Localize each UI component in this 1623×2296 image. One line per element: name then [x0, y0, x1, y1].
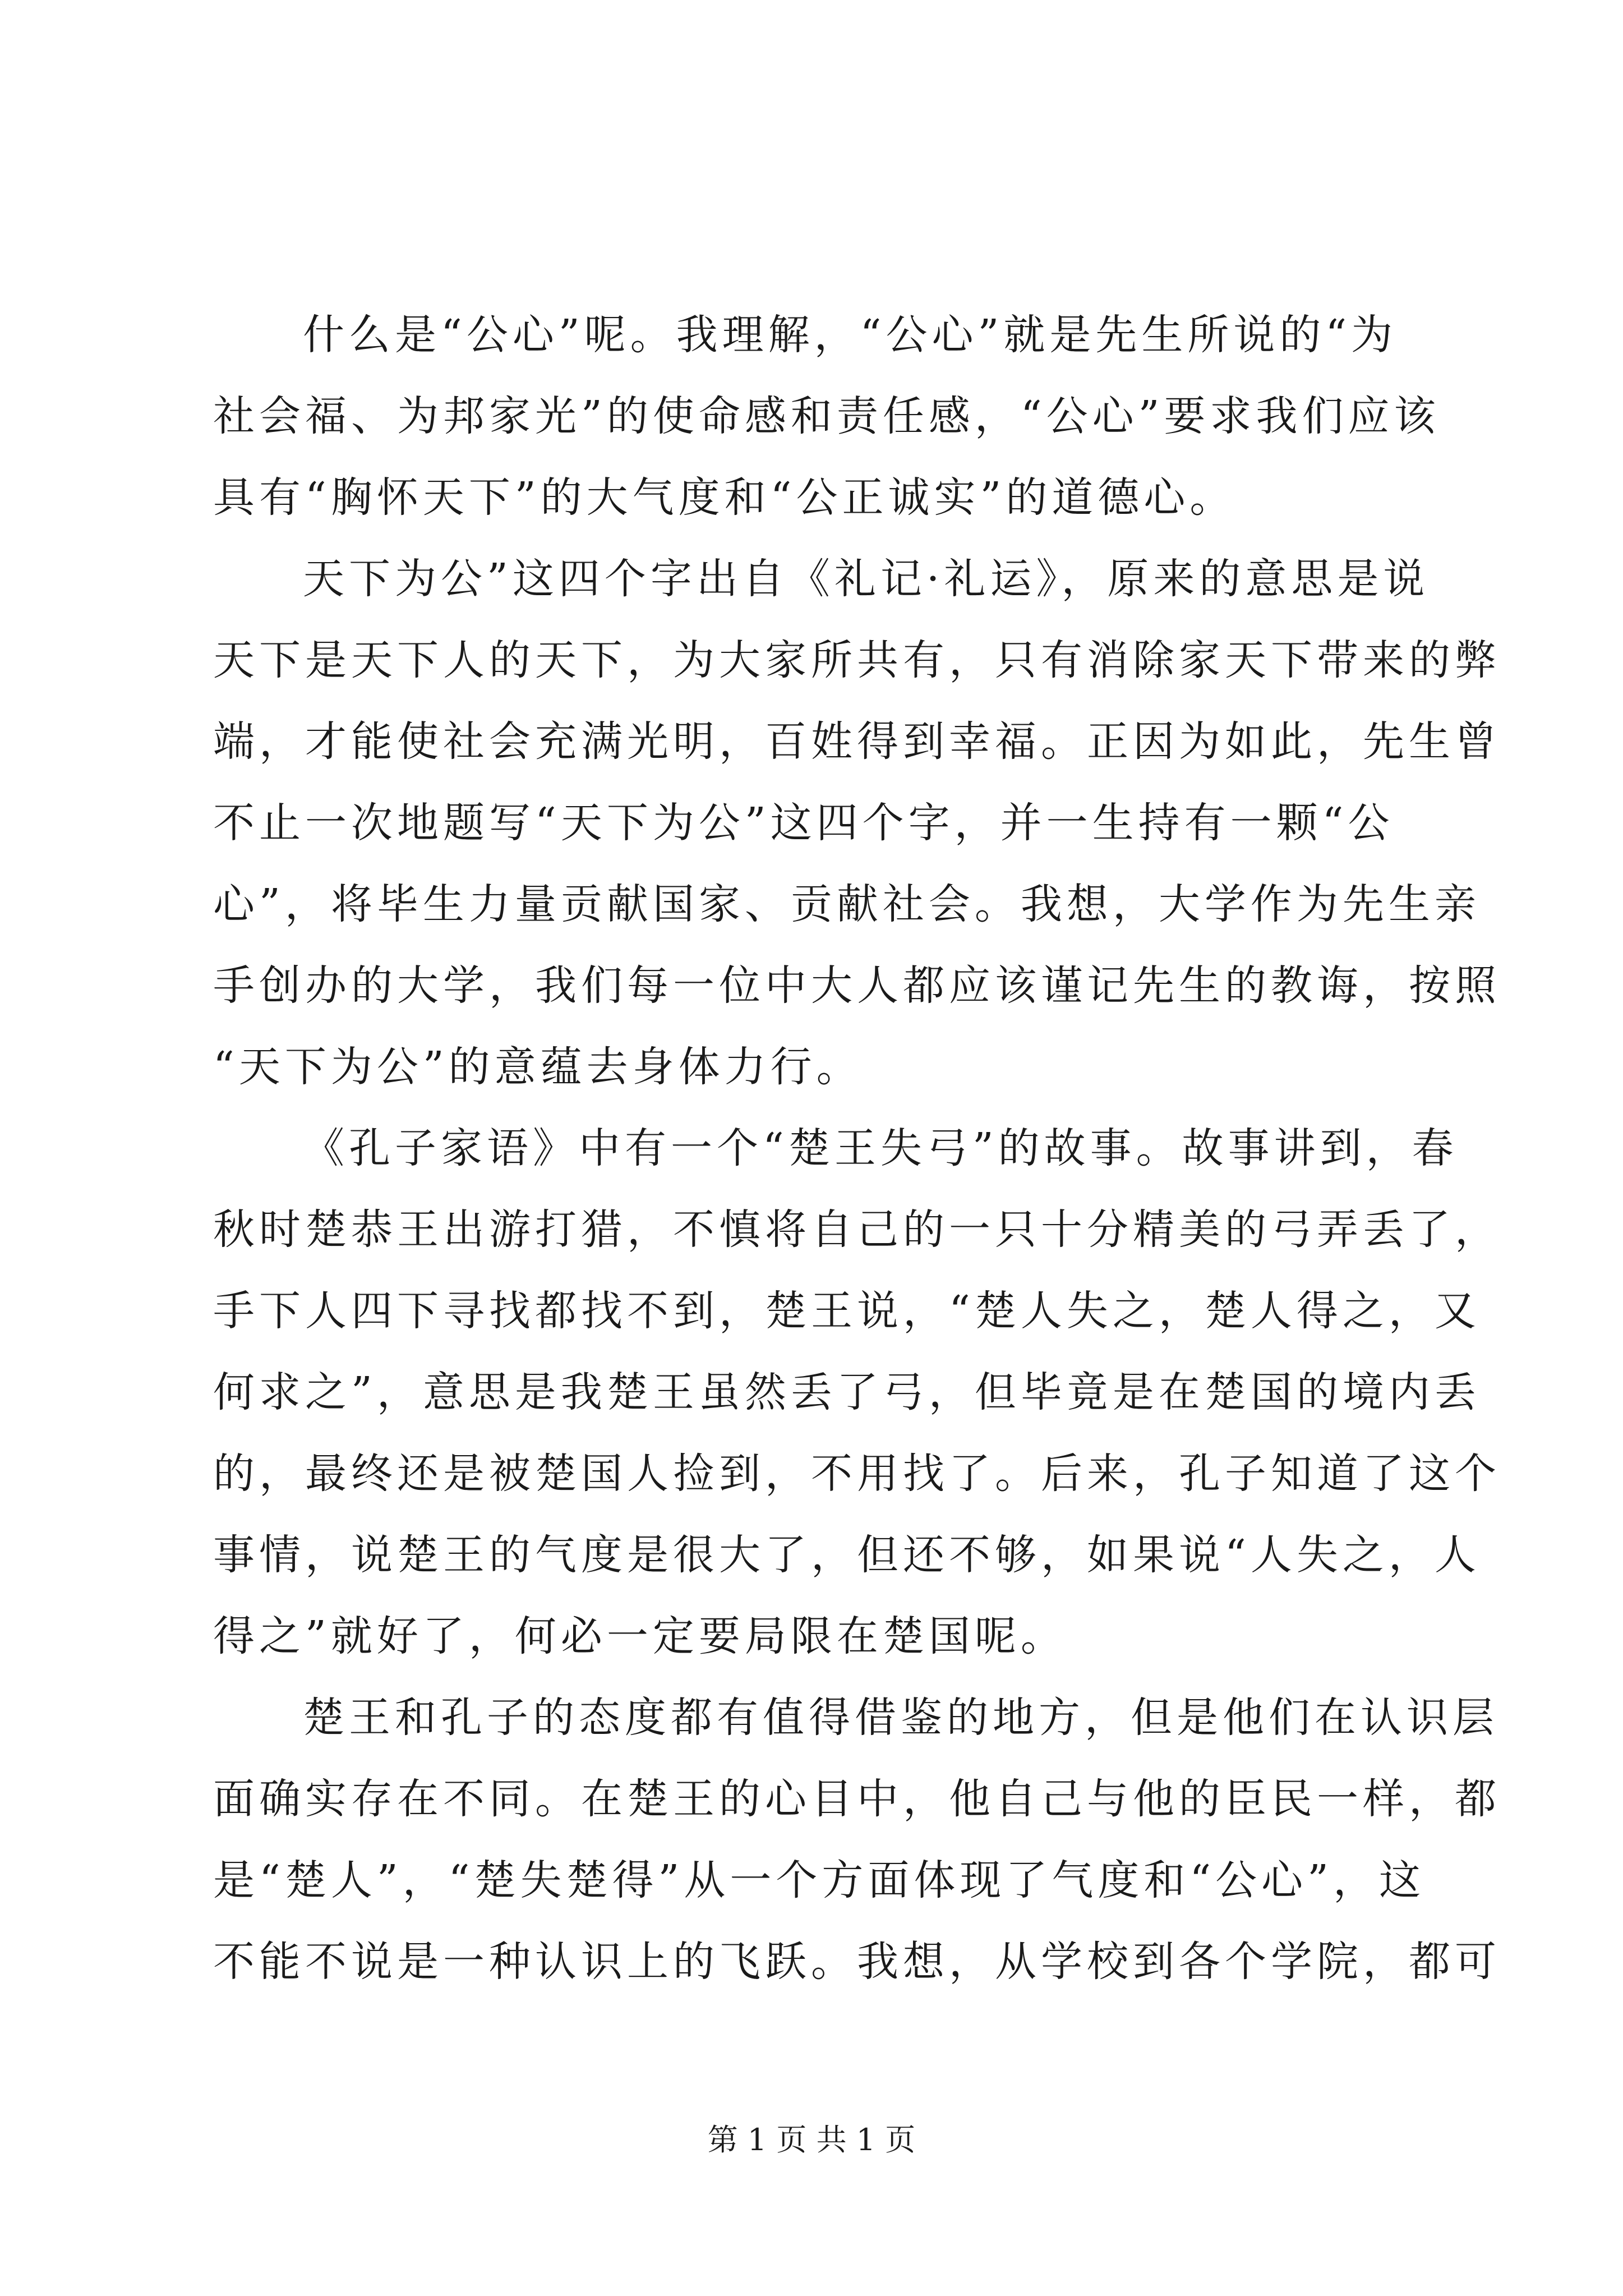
- text-line: 是“楚人”，“楚失楚得”从一个方面体现了气度和“公心”，这: [213, 1856, 1425, 1904]
- text-line: 天下为公”这四个字出自《礼记·礼运》，原来的意思是说: [303, 555, 1430, 603]
- text-line: 《孔子家语》中有一个“楚王失弓”的故事。故事讲到，春: [303, 1124, 1458, 1172]
- text-line: 端，才能使社会充满光明，百姓得到幸福。正因为如此，先生曾: [213, 717, 1501, 766]
- text-line: 不止一次地题写“天下为公”这四个字，并一生持有一颗“公: [213, 799, 1394, 847]
- text-line: “天下为公”的意蕴去身体力行。: [213, 1043, 863, 1091]
- document-body: [213, 295, 1501, 2003]
- text-line: 楚王和孔子的态度都有值得借鉴的地方，但是他们在认识层: [303, 1694, 1498, 1742]
- text-line: 秋时楚恭王出游打猎，不慎将自己的一只十分精美的弓弄丢了，: [213, 1205, 1501, 1254]
- text-line: 什么是“公心”呢。我理解，“公心”就是先生所说的“为: [303, 311, 1398, 359]
- text-line: 的，最终还是被楚国人捡到，不用找了。后来，孔子知道了这个: [213, 1450, 1501, 1498]
- text-line: 事情，说楚王的气度是很大了，但还不够，如果说“人失之，人: [213, 1531, 1481, 1579]
- text-line: 手创办的大学，我们每一位中大人都应该谨记先生的教诲，按照: [213, 961, 1501, 1010]
- text-line: 心”，将毕生力量贡献国家、贡献社会。我想，大学作为先生亲: [213, 880, 1481, 928]
- text-line: 天下是天下人的天下，为大家所共有，只有消除家天下带来的弊: [213, 636, 1501, 684]
- text-line: 得之”就好了，何必一定要局限在楚国呢。: [213, 1612, 1067, 1660]
- text-line: 手下人四下寻找都找不到，楚王说，“楚人失之，楚人得之，又: [213, 1287, 1481, 1335]
- text-line: 不能不说是一种认识上的飞跃。我想，从学校到各个学院，都可: [213, 1938, 1501, 1986]
- text-line: 社会福、为邦家光”的使命感和责任感，“公心”要求我们应该: [213, 392, 1440, 440]
- text-line: 面确实存在不同。在楚王的心目中，他自己与他的臣民一样，都: [213, 1775, 1501, 1823]
- text-line: 具有“胸怀天下”的大气度和“公正诚实”的道德心。: [213, 473, 1236, 522]
- page-footer: 第 1 页 共 1 页: [707, 2122, 916, 2157]
- text-line: 何求之”，意思是我楚王虽然丢了弓，但毕竟是在楚国的境内丢: [213, 1368, 1481, 1416]
